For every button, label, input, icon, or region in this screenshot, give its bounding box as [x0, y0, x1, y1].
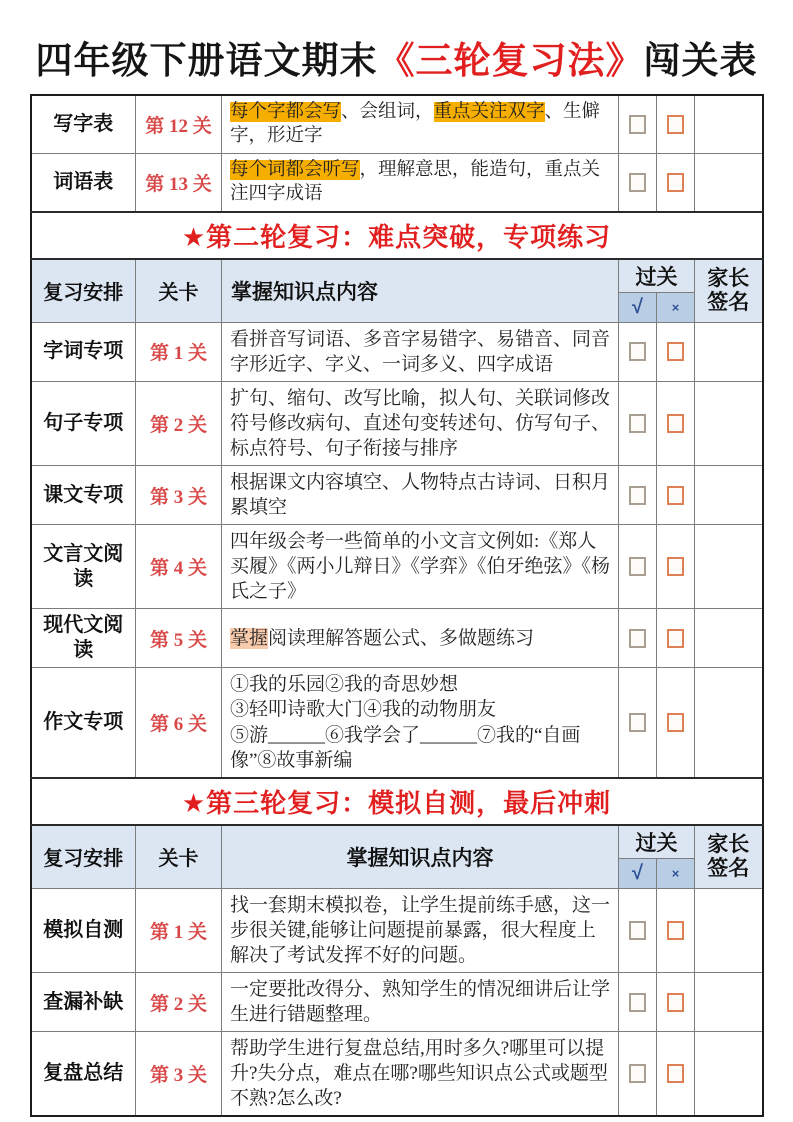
fail-cell	[657, 525, 695, 609]
content-text: 、会组词，	[341, 102, 434, 122]
parent-sign-cell	[695, 466, 763, 525]
highlighted-text: 掌握	[230, 627, 269, 649]
row-label: 课文专项	[31, 466, 136, 525]
section-banner: ★第二轮复习：难点突破，专项练习	[31, 212, 763, 259]
fail-cell	[657, 609, 695, 668]
pass-checkbox	[629, 342, 646, 361]
header-content: 掌握知识点内容	[222, 259, 619, 323]
fail-checkbox	[667, 557, 684, 576]
pass-checkbox	[629, 993, 646, 1012]
table-row	[31, 381, 763, 465]
pass-checkbox	[629, 629, 646, 648]
parent-sign-cell	[695, 322, 763, 381]
fail-cell	[657, 668, 695, 778]
row-stage: 第 13 关	[136, 153, 222, 211]
fail-checkbox	[667, 115, 684, 134]
row-content	[222, 381, 619, 465]
row-stage: 第 5 关	[136, 609, 222, 668]
pass-checkbox	[629, 414, 646, 433]
pass-cell	[619, 322, 657, 381]
row-stage: 第 3 关	[136, 1032, 222, 1117]
highlighted-text: 每个词都会听写	[230, 159, 360, 180]
header-stage: 关卡	[136, 259, 222, 323]
row-content	[222, 95, 619, 153]
table-row	[31, 888, 763, 972]
header-check-mark: √	[619, 858, 657, 888]
header-pass: 过关	[619, 259, 695, 293]
header-plan: 复习安排	[31, 259, 136, 323]
parent-sign-cell	[695, 668, 763, 778]
pass-checkbox	[629, 713, 646, 732]
row-content	[222, 466, 619, 525]
parent-sign-cell	[695, 381, 763, 465]
row-stage: 第 1 关	[136, 322, 222, 381]
pass-cell	[619, 888, 657, 972]
row-label: 现代文阅读	[31, 609, 136, 668]
header-sign: 家长 签名	[695, 259, 763, 323]
table-row	[31, 1032, 763, 1117]
header-pass: 过关	[619, 825, 695, 859]
fail-checkbox	[667, 993, 684, 1012]
table-row	[31, 466, 763, 525]
table-row	[31, 95, 763, 153]
pass-cell	[619, 668, 657, 778]
pass-cell	[619, 972, 657, 1031]
parent-sign-cell	[695, 888, 763, 972]
fail-cell	[657, 322, 695, 381]
section-banner-row	[31, 212, 763, 259]
highlighted-text: 每个字都会写	[230, 102, 342, 122]
table-row	[31, 322, 763, 381]
row-stage: 第 12 关	[136, 95, 222, 153]
row-label: 作文专项	[31, 668, 136, 778]
table-row	[31, 668, 763, 778]
row-content	[222, 888, 619, 972]
content-text: 阅读理解答题公式、多做题练习	[268, 627, 535, 649]
highlighted-text: 重点关注双字	[433, 102, 545, 122]
fail-checkbox	[667, 342, 684, 361]
header-cross-mark: ×	[657, 858, 695, 888]
pass-checkbox	[629, 557, 646, 576]
fail-checkbox	[667, 173, 684, 192]
row-content	[222, 972, 619, 1031]
fail-checkbox	[667, 486, 684, 505]
row-content	[222, 1032, 619, 1117]
pass-cell	[619, 1032, 657, 1117]
section-banner: ★第三轮复习：模拟自测，最后冲刺	[31, 778, 763, 825]
row-stage: 第 6 关	[136, 668, 222, 778]
pass-cell	[619, 153, 657, 211]
title-suffix: 闯关表	[643, 40, 758, 81]
table-row	[31, 972, 763, 1031]
content-text: 根据课文内容填空、人物特点古诗词、日积月累填空	[230, 472, 611, 519]
row-content	[222, 153, 619, 211]
row-stage: 第 2 关	[136, 972, 222, 1031]
content-text: 四年级会考一些简单的小文言文例如:《郑人买履》《两小儿辩日》《学弈》《伯牙绝弦》《杨氏之子》	[230, 531, 611, 603]
row-content	[222, 525, 619, 609]
title-book-name: 《三轮复习法》	[377, 40, 644, 81]
row-stage: 第 1 关	[136, 888, 222, 972]
row-label: 句子专项	[31, 381, 136, 465]
pass-checkbox	[629, 115, 646, 134]
content-text: 帮助学生进行复盘总结,用时多久?哪里可以提升?失分点，难点在哪?哪些知识点公式或题型不熟?怎么改?	[230, 1038, 608, 1110]
parent-sign-cell	[695, 609, 763, 668]
fail-checkbox	[667, 921, 684, 940]
header-plan: 复习安排	[31, 825, 136, 889]
row-content	[222, 668, 619, 778]
content-text: ③轻叩诗歌大门④我的动物朋友	[230, 699, 497, 721]
content-text: 扩句、缩句、改写比喻，拟人句、关联词修改符号修改病句、直述句变转述句、仿写句子、标点符号、句子衔接与排序	[230, 387, 611, 459]
row-label: 复盘总结	[31, 1032, 136, 1117]
fail-cell	[657, 972, 695, 1031]
row-stage: 第 2 关	[136, 381, 222, 465]
table-row	[31, 525, 763, 609]
pass-checkbox	[629, 1064, 646, 1083]
content-text: ，理解意思，能造句，重点关注四字成语	[230, 159, 601, 205]
parent-sign-cell	[695, 1032, 763, 1117]
row-label: 字词专项	[31, 322, 136, 381]
header-cross-mark: ×	[657, 292, 695, 322]
content-text: 、生僻字，形近字	[230, 102, 601, 147]
content-text: ⑤游______⑥我学会了______⑦我的“自画像”⑧故事新编	[230, 724, 581, 771]
fail-cell	[657, 95, 695, 153]
fail-checkbox	[667, 629, 684, 648]
header-row-top	[31, 825, 763, 859]
fail-cell	[657, 381, 695, 465]
row-content	[222, 322, 619, 381]
row-label: 词语表	[31, 153, 136, 211]
pass-checkbox	[629, 173, 646, 192]
row-content	[222, 609, 619, 668]
fail-cell	[657, 153, 695, 211]
section-banner-row	[31, 778, 763, 825]
row-label: 模拟自测	[31, 888, 136, 972]
row-label: 文言文阅读	[31, 525, 136, 609]
row-stage: 第 3 关	[136, 466, 222, 525]
fail-checkbox	[667, 1064, 684, 1083]
pass-checkbox	[629, 486, 646, 505]
fail-cell	[657, 466, 695, 525]
content-text: 看拼音写词语、多音字易错字、易错音、同音字形近字、字义、一词多义、四字成语	[230, 328, 611, 375]
pass-cell	[619, 609, 657, 668]
header-check-mark: √	[619, 292, 657, 322]
fail-cell	[657, 1032, 695, 1117]
content-text: 一定要批改得分、熟知学生的情况细讲后让学生进行错题整理。	[230, 978, 611, 1026]
pass-cell	[619, 95, 657, 153]
pass-checkbox	[629, 921, 646, 940]
header-stage: 关卡	[136, 825, 222, 889]
row-label: 写字表	[31, 95, 136, 153]
row-label: 查漏补缺	[31, 972, 136, 1031]
content-text: ①我的乐园②我的奇思妙想	[230, 674, 459, 696]
parent-sign-cell	[695, 153, 763, 211]
content-text: 找一套期末模拟卷，让学生提前练手感，这一步很关键,能够让问题提前暴露，很大程度上解决了考试发挥不好的问题。	[230, 894, 611, 966]
fail-cell	[657, 888, 695, 972]
parent-sign-cell	[695, 525, 763, 609]
fail-checkbox	[667, 414, 684, 433]
title-prefix: 四年级下册语文期末	[35, 40, 378, 81]
table-row	[31, 609, 763, 668]
parent-sign-cell	[695, 95, 763, 153]
pass-cell	[619, 381, 657, 465]
header-content: 掌握知识点内容	[222, 825, 619, 889]
pass-cell	[619, 525, 657, 609]
header-sign: 家长 签名	[695, 825, 763, 889]
table-row	[31, 153, 763, 211]
row-stage: 第 4 关	[136, 525, 222, 609]
page-title	[0, 0, 793, 84]
parent-sign-cell	[695, 972, 763, 1031]
pass-cell	[619, 466, 657, 525]
header-row-top	[31, 259, 763, 293]
fail-checkbox	[667, 713, 684, 732]
review-table	[30, 94, 764, 1117]
